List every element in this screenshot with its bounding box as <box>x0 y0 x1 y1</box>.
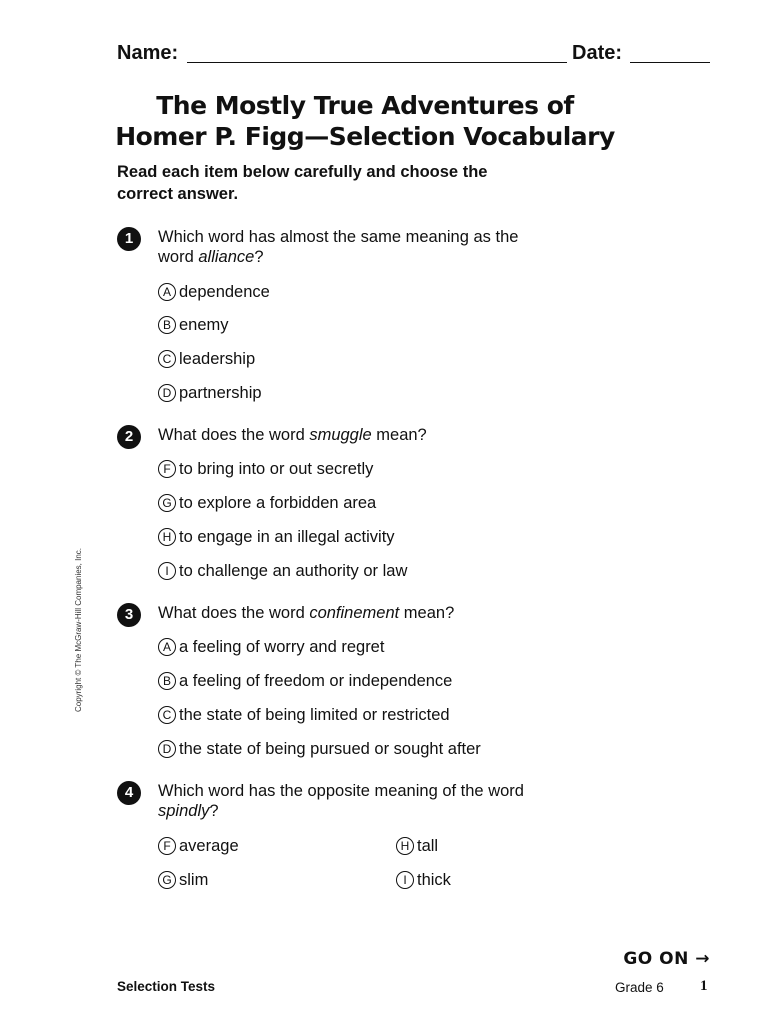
name-label: Name: <box>117 42 179 64</box>
answer-choice-A[interactable] <box>158 282 270 302</box>
answer-choice-A[interactable] <box>158 637 384 657</box>
answer-choice-H[interactable] <box>158 527 395 547</box>
choice-text: dependence <box>179 283 270 301</box>
choice-text: to challenge an authority or law <box>179 562 408 580</box>
answer-choice-D[interactable] <box>158 383 262 403</box>
question-number: 3 <box>117 603 141 627</box>
footer-section-title: Selection Tests <box>117 979 216 994</box>
circled-letter-B[interactable]: B <box>158 316 176 334</box>
answer-choice-B[interactable] <box>158 315 229 335</box>
copyright-notice: Copyright © The McGraw-Hill Companies, Inc. <box>74 547 83 712</box>
answer-choice-B[interactable] <box>158 671 452 691</box>
circled-letter-A[interactable]: A <box>158 283 176 301</box>
choice-text: thick <box>417 871 451 889</box>
vocab-word: alliance <box>198 248 255 266</box>
answer-choice-I[interactable] <box>158 561 407 581</box>
question-text: Which word has almost the same meaning as the word alliance? <box>158 228 519 266</box>
vocab-word: smuggle <box>309 426 372 444</box>
go-on-label: GO ON → <box>623 949 710 969</box>
choice-text: average <box>179 837 239 855</box>
circled-letter-D[interactable]: D <box>158 384 176 402</box>
answer-choice-C[interactable] <box>158 705 450 725</box>
choice-text: partnership <box>179 384 262 402</box>
vocab-word: confinement <box>309 604 400 622</box>
circled-letter-G[interactable]: G <box>158 871 176 889</box>
choice-text: the state of being limited or restricted <box>179 706 450 724</box>
circled-letter-B[interactable]: B <box>158 672 176 690</box>
circled-letter-G[interactable]: G <box>158 494 176 512</box>
question-number: 4 <box>117 781 141 805</box>
circled-letter-C[interactable]: C <box>158 706 176 724</box>
question-number: 1 <box>117 227 141 251</box>
question-text: What does the word smuggle mean? <box>158 426 427 444</box>
choice-text: to bring into or out secretly <box>179 460 374 478</box>
choice-text: slim <box>179 871 209 889</box>
answer-choice-I[interactable] <box>396 870 451 890</box>
answer-choice-F[interactable] <box>158 836 239 856</box>
answer-choice-G[interactable] <box>158 493 376 513</box>
footer-grade: Grade 6 <box>615 980 664 995</box>
choice-text: a feeling of worry and regret <box>179 638 385 656</box>
choice-text: to explore a forbidden area <box>179 494 377 512</box>
circled-letter-I[interactable]: I <box>158 562 176 580</box>
circled-letter-C[interactable]: C <box>158 350 176 368</box>
circled-letter-H[interactable]: H <box>158 528 176 546</box>
answer-choice-H[interactable] <box>396 836 438 856</box>
circled-letter-H[interactable]: H <box>396 837 414 855</box>
question-text: What does the word confinement mean? <box>158 604 455 622</box>
page-number: 1 <box>700 978 708 994</box>
answer-choice-G[interactable] <box>158 870 208 890</box>
answer-choice-F[interactable] <box>158 459 373 479</box>
choice-text: the state of being pursued or sought after <box>179 740 481 758</box>
circled-letter-I[interactable]: I <box>396 871 414 889</box>
date-label: Date: <box>572 42 623 64</box>
title-line-2: Homer P. Figg—Selection Vocabulary <box>115 122 615 151</box>
circled-letter-F[interactable]: F <box>158 837 176 855</box>
choice-text: leadership <box>179 350 256 368</box>
vocab-word: spindly <box>158 802 210 820</box>
choice-text: tall <box>417 837 439 855</box>
choice-text: to engage in an illegal activity <box>179 528 395 546</box>
circled-letter-A[interactable]: A <box>158 638 176 656</box>
date-field[interactable] <box>630 62 710 63</box>
choice-text: enemy <box>179 316 229 334</box>
choice-text: a feeling of freedom or independence <box>179 672 453 690</box>
question-number: 2 <box>117 425 141 449</box>
circled-letter-F[interactable]: F <box>158 460 176 478</box>
instructions: Read each item below carefully and choose the correct answer. <box>117 163 488 203</box>
page-title <box>0 90 730 152</box>
title-line-1: The Mostly True Adventures of <box>156 91 574 120</box>
circled-letter-D[interactable]: D <box>158 740 176 758</box>
answer-choice-D[interactable] <box>158 739 481 759</box>
header-line <box>117 40 710 66</box>
name-field[interactable] <box>187 62 567 63</box>
answer-choice-C[interactable] <box>158 349 255 369</box>
question-text: Which word has the opposite meaning of the word spindly? <box>158 782 524 820</box>
